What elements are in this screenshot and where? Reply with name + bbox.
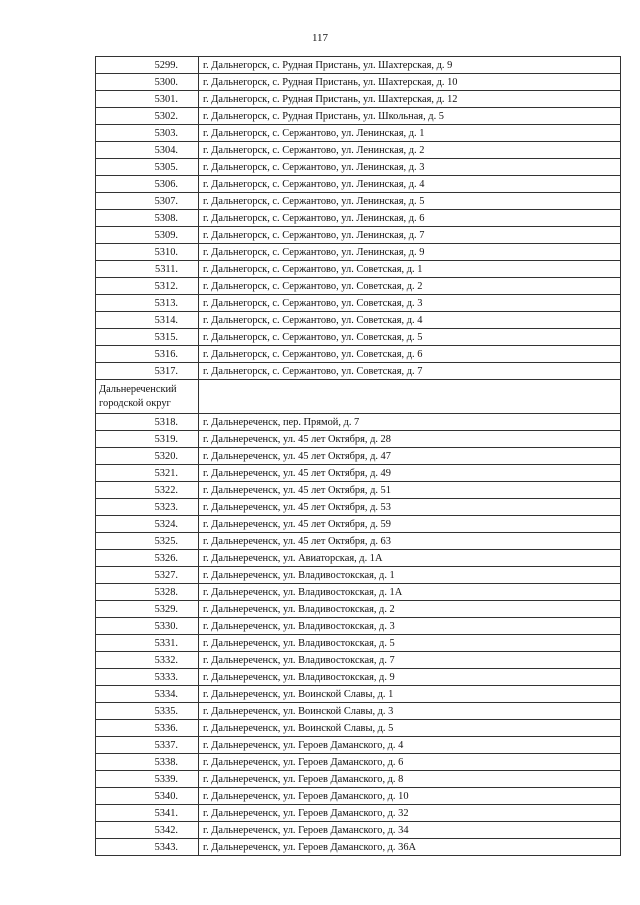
- row-number: 5323.: [96, 499, 199, 516]
- table-row: [96, 74, 621, 91]
- row-address: г. Дальнегорск, с. Рудная Пристань, ул. Шахтерская, д. 10: [199, 74, 621, 91]
- row-address: г. Дальнегорск, с. Сержантово, ул. Ленинская, д. 4: [199, 176, 621, 193]
- row-number: 5310.: [96, 244, 199, 261]
- row-number: 5322.: [96, 482, 199, 499]
- row-number: 5339.: [96, 771, 199, 788]
- table-row: [96, 431, 621, 448]
- row-address: г. Дальнереченск, ул. Воинской Славы, д. 3: [199, 703, 621, 720]
- section-title: Дальнереченский городской округ: [96, 380, 199, 414]
- row-address: г. Дальнегорск, с. Сержантово, ул. Ленинская, д. 9: [199, 244, 621, 261]
- row-number: 5316.: [96, 346, 199, 363]
- table-row: [96, 516, 621, 533]
- row-address: г. Дальнереченск, ул. Владивостокская, д. 1А: [199, 584, 621, 601]
- row-address: г. Дальнереченск, ул. 45 лет Октября, д. 28: [199, 431, 621, 448]
- row-address: г. Дальнегорск, с. Сержантово, ул. Советская, д. 3: [199, 295, 621, 312]
- row-number: 5343.: [96, 839, 199, 856]
- row-number: 5341.: [96, 805, 199, 822]
- table-row: [96, 499, 621, 516]
- row-address: г. Дальнегорск, с. Сержантово, ул. Советская, д. 6: [199, 346, 621, 363]
- row-address: г. Дальнереченск, ул. Героев Даманского, д. 34: [199, 822, 621, 839]
- table-row: [96, 108, 621, 125]
- table-row: [96, 448, 621, 465]
- table-row: [96, 363, 621, 380]
- table-row: [96, 703, 621, 720]
- row-address: г. Дальнереченск, ул. Героев Даманского, д. 8: [199, 771, 621, 788]
- row-address: г. Дальнереченск, ул. Владивостокская, д. 2: [199, 601, 621, 618]
- row-number: 5301.: [96, 91, 199, 108]
- row-address: г. Дальнегорск, с. Рудная Пристань, ул. Школьная, д. 5: [199, 108, 621, 125]
- table-row: [96, 533, 621, 550]
- row-address: г. Дальнереченск, ул. Воинской Славы, д. 1: [199, 686, 621, 703]
- row-number: 5312.: [96, 278, 199, 295]
- row-address: г. Дальнегорск, с. Рудная Пристань, ул. Шахтерская, д. 9: [199, 57, 621, 74]
- row-number: 5307.: [96, 193, 199, 210]
- row-number: 5306.: [96, 176, 199, 193]
- row-address: г. Дальнереченск, пер. Прямой, д. 7: [199, 414, 621, 431]
- table-row: [96, 244, 621, 261]
- table-row: [96, 142, 621, 159]
- table-row: [96, 261, 621, 278]
- row-number: 5328.: [96, 584, 199, 601]
- row-number: 5330.: [96, 618, 199, 635]
- table-row: [96, 720, 621, 737]
- row-number: 5333.: [96, 669, 199, 686]
- table-row: [96, 601, 621, 618]
- row-address: г. Дальнегорск, с. Сержантово, ул. Советская, д. 4: [199, 312, 621, 329]
- page-number: 117: [311, 32, 329, 44]
- row-address: г. Дальнереченск, ул. Владивостокская, д. 9: [199, 669, 621, 686]
- row-address: г. Дальнегорск, с. Сержантово, ул. Ленинская, д. 7: [199, 227, 621, 244]
- row-address: г. Дальнереченск, ул. Владивостокская, д. 5: [199, 635, 621, 652]
- row-number: 5342.: [96, 822, 199, 839]
- table-row: [96, 414, 621, 431]
- row-address: г. Дальнереченск, ул. Владивостокская, д. 1: [199, 567, 621, 584]
- table-row: [96, 159, 621, 176]
- table-row: [96, 652, 621, 669]
- table-row: [96, 57, 621, 74]
- table-row: [96, 839, 621, 856]
- row-address: г. Дальнереченск, ул. Героев Даманского, д. 4: [199, 737, 621, 754]
- row-address: г. Дальнереченск, ул. Героев Даманского, д. 36А: [199, 839, 621, 856]
- row-number: 5299.: [96, 57, 199, 74]
- row-number: 5315.: [96, 329, 199, 346]
- section-empty-cell: [199, 380, 621, 414]
- row-number: 5303.: [96, 125, 199, 142]
- table-row: [96, 669, 621, 686]
- row-address: г. Дальнегорск, с. Сержантово, ул. Советская, д. 1: [199, 261, 621, 278]
- row-address: г. Дальнереченск, ул. Владивостокская, д. 7: [199, 652, 621, 669]
- row-address: г. Дальнегорск, с. Сержантово, ул. Советская, д. 7: [199, 363, 621, 380]
- table-row: [96, 788, 621, 805]
- table-row: [96, 227, 621, 244]
- row-number: 5304.: [96, 142, 199, 159]
- table-row: [96, 567, 621, 584]
- table-row: [96, 584, 621, 601]
- row-number: 5305.: [96, 159, 199, 176]
- row-number: 5320.: [96, 448, 199, 465]
- table-row: [96, 193, 621, 210]
- row-address: г. Дальнереченск, ул. Героев Даманского, д. 32: [199, 805, 621, 822]
- row-number: 5335.: [96, 703, 199, 720]
- row-number: 5329.: [96, 601, 199, 618]
- row-number: 5308.: [96, 210, 199, 227]
- row-address: г. Дальнереченск, ул. 45 лет Октября, д. 63: [199, 533, 621, 550]
- row-address: г. Дальнереченск, ул. 45 лет Октября, д. 59: [199, 516, 621, 533]
- row-number: 5313.: [96, 295, 199, 312]
- row-address: г. Дальнереченск, ул. 45 лет Октября, д. 51: [199, 482, 621, 499]
- row-number: 5331.: [96, 635, 199, 652]
- row-number: 5337.: [96, 737, 199, 754]
- table-row: [96, 805, 621, 822]
- row-address: г. Дальнереченск, ул. Героев Даманского, д. 6: [199, 754, 621, 771]
- row-address: г. Дальнегорск, с. Сержантово, ул. Ленинская, д. 3: [199, 159, 621, 176]
- table-row: [96, 346, 621, 363]
- table-row: [96, 618, 621, 635]
- section-header-row: [96, 380, 621, 414]
- row-number: 5326.: [96, 550, 199, 567]
- table-row: [96, 295, 621, 312]
- row-number: 5314.: [96, 312, 199, 329]
- row-number: 5327.: [96, 567, 199, 584]
- row-number: 5302.: [96, 108, 199, 125]
- row-address: г. Дальнереченск, ул. 45 лет Октября, д. 53: [199, 499, 621, 516]
- row-number: 5317.: [96, 363, 199, 380]
- row-address: г. Дальнегорск, с. Сержантово, ул. Ленинская, д. 1: [199, 125, 621, 142]
- row-number: 5332.: [96, 652, 199, 669]
- row-address: г. Дальнегорск, с. Рудная Пристань, ул. Шахтерская, д. 12: [199, 91, 621, 108]
- table-row: [96, 686, 621, 703]
- row-address: г. Дальнегорск, с. Сержантово, ул. Ленинская, д. 2: [199, 142, 621, 159]
- table-row: [96, 210, 621, 227]
- row-number: 5324.: [96, 516, 199, 533]
- row-address: г. Дальнереченск, ул. Авиаторская, д. 1А: [199, 550, 621, 567]
- table-row: [96, 176, 621, 193]
- row-number: 5338.: [96, 754, 199, 771]
- row-address: г. Дальнегорск, с. Сержантово, ул. Ленинская, д. 5: [199, 193, 621, 210]
- row-number: 5318.: [96, 414, 199, 431]
- row-number: 5309.: [96, 227, 199, 244]
- table-row: [96, 125, 621, 142]
- row-address: г. Дальнегорск, с. Сержантово, ул. Ленинская, д. 6: [199, 210, 621, 227]
- table-row: [96, 278, 621, 295]
- row-number: 5311.: [96, 261, 199, 278]
- address-table: [95, 56, 621, 856]
- table-row: [96, 329, 621, 346]
- table-row: [96, 737, 621, 754]
- row-address: г. Дальнереченск, ул. Владивостокская, д. 3: [199, 618, 621, 635]
- table-row: [96, 482, 621, 499]
- table-row: [96, 822, 621, 839]
- table-row: [96, 465, 621, 482]
- table-row: [96, 91, 621, 108]
- row-address: г. Дальнереченск, ул. Воинской Славы, д. 5: [199, 720, 621, 737]
- row-number: 5319.: [96, 431, 199, 448]
- table-row: [96, 550, 621, 567]
- address-table-body: [96, 57, 621, 856]
- row-address: г. Дальнегорск, с. Сержантово, ул. Советская, д. 2: [199, 278, 621, 295]
- table-row: [96, 771, 621, 788]
- row-number: 5334.: [96, 686, 199, 703]
- row-number: 5340.: [96, 788, 199, 805]
- row-address: г. Дальнереченск, ул. 45 лет Октября, д. 49: [199, 465, 621, 482]
- table-row: [96, 312, 621, 329]
- table-row: [96, 754, 621, 771]
- row-address: г. Дальнегорск, с. Сержантово, ул. Советская, д. 5: [199, 329, 621, 346]
- table-row: [96, 635, 621, 652]
- row-number: 5300.: [96, 74, 199, 91]
- row-address: г. Дальнереченск, ул. 45 лет Октября, д. 47: [199, 448, 621, 465]
- row-address: г. Дальнереченск, ул. Героев Даманского, д. 10: [199, 788, 621, 805]
- row-number: 5321.: [96, 465, 199, 482]
- row-number: 5336.: [96, 720, 199, 737]
- row-number: 5325.: [96, 533, 199, 550]
